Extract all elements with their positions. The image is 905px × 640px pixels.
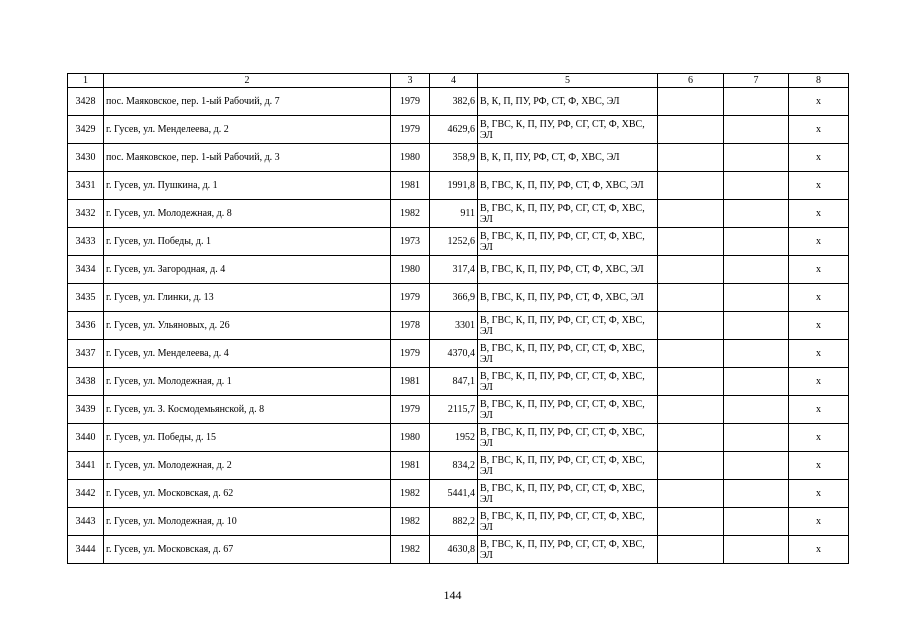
column-6-cell [658, 172, 724, 200]
column-6-cell [658, 228, 724, 256]
table-row [68, 200, 849, 228]
column-7-cell [724, 368, 789, 396]
year-cell: 1982 [391, 508, 430, 536]
column-header: 2 [104, 74, 391, 88]
column-7-cell [724, 480, 789, 508]
table-row [68, 424, 849, 452]
table-row [68, 368, 849, 396]
year-cell: 1982 [391, 200, 430, 228]
year-cell: 1981 [391, 172, 430, 200]
column-7-cell [724, 200, 789, 228]
column-8-cell: x [789, 172, 849, 200]
column-8-cell: x [789, 116, 849, 144]
column-8-cell: x [789, 396, 849, 424]
column-header: 8 [789, 74, 849, 88]
row-number: 3429 [68, 116, 104, 144]
row-number: 3441 [68, 452, 104, 480]
area-cell: 834,2 [430, 452, 478, 480]
column-7-cell [724, 284, 789, 312]
column-6-cell [658, 508, 724, 536]
works-cell: В, ГВС, К, П, ПУ, РФ, СГ, СТ, Ф, ХВС, ЭЛ [478, 340, 658, 368]
column-8-cell: x [789, 228, 849, 256]
year-cell: 1979 [391, 396, 430, 424]
row-number: 3436 [68, 312, 104, 340]
area-cell: 382,6 [430, 88, 478, 116]
row-number: 3437 [68, 340, 104, 368]
column-7-cell [724, 256, 789, 284]
year-cell: 1973 [391, 228, 430, 256]
year-cell: 1982 [391, 536, 430, 564]
works-cell: В, ГВС, К, П, ПУ, РФ, СГ, СТ, Ф, ХВС, ЭЛ [478, 424, 658, 452]
table-row [68, 452, 849, 480]
area-cell: 1252,6 [430, 228, 478, 256]
column-7-cell [724, 172, 789, 200]
column-7-cell [724, 508, 789, 536]
address-cell: г. Гусев, ул. Московская, д. 62 [104, 480, 391, 508]
table-row [68, 284, 849, 312]
table-row [68, 508, 849, 536]
column-8-cell: x [789, 368, 849, 396]
column-6-cell [658, 480, 724, 508]
address-cell: пос. Маяковское, пер. 1-ый Рабочий, д. 7 [104, 88, 391, 116]
column-7-cell [724, 144, 789, 172]
row-number: 3430 [68, 144, 104, 172]
row-number: 3438 [68, 368, 104, 396]
address-cell: г. Гусев, ул. Ульяновых, д. 26 [104, 312, 391, 340]
works-cell: В, ГВС, К, П, ПУ, РФ, СГ, СТ, Ф, ХВС, ЭЛ [478, 480, 658, 508]
area-cell: 3301 [430, 312, 478, 340]
works-cell: В, ГВС, К, П, ПУ, РФ, СГ, СТ, Ф, ХВС, ЭЛ [478, 452, 658, 480]
area-cell: 4630,8 [430, 536, 478, 564]
column-8-cell: x [789, 480, 849, 508]
area-cell: 1952 [430, 424, 478, 452]
column-6-cell [658, 452, 724, 480]
year-cell: 1979 [391, 340, 430, 368]
column-header: 7 [724, 74, 789, 88]
column-8-cell: x [789, 452, 849, 480]
works-cell: В, ГВС, К, П, ПУ, РФ, СГ, СТ, Ф, ХВС, ЭЛ [478, 228, 658, 256]
header-row [68, 74, 849, 88]
column-header: 6 [658, 74, 724, 88]
column-6-cell [658, 536, 724, 564]
address-cell: г. Гусев, ул. Менделеева, д. 2 [104, 116, 391, 144]
address-cell: г. Гусев, ул. Молодежная, д. 1 [104, 368, 391, 396]
column-6-cell [658, 116, 724, 144]
column-header: 1 [68, 74, 104, 88]
year-cell: 1979 [391, 116, 430, 144]
year-cell: 1980 [391, 256, 430, 284]
column-7-cell [724, 396, 789, 424]
address-cell: г. Гусев, ул. Менделеева, д. 4 [104, 340, 391, 368]
column-7-cell [724, 116, 789, 144]
column-header: 3 [391, 74, 430, 88]
address-cell: г. Гусев, ул. Пушкина, д. 1 [104, 172, 391, 200]
table-body [68, 88, 849, 564]
row-number: 3439 [68, 396, 104, 424]
column-8-cell: x [789, 312, 849, 340]
area-cell: 882,2 [430, 508, 478, 536]
row-number: 3444 [68, 536, 104, 564]
column-8-cell: x [789, 144, 849, 172]
year-cell: 1980 [391, 424, 430, 452]
column-6-cell [658, 340, 724, 368]
row-number: 3434 [68, 256, 104, 284]
column-8-cell: x [789, 424, 849, 452]
column-6-cell [658, 424, 724, 452]
column-8-cell: x [789, 340, 849, 368]
year-cell: 1982 [391, 480, 430, 508]
page-number: 144 [443, 588, 462, 602]
table-row [68, 228, 849, 256]
address-cell: г. Гусев, ул. Молодежная, д. 10 [104, 508, 391, 536]
address-cell: пос. Маяковское, пер. 1-ый Рабочий, д. 3 [104, 144, 391, 172]
column-7-cell [724, 228, 789, 256]
works-cell: В, ГВС, К, П, ПУ, РФ, СТ, Ф, ХВС, ЭЛ [478, 284, 658, 312]
year-cell: 1979 [391, 88, 430, 116]
works-cell: В, К, П, ПУ, РФ, СТ, Ф, ХВС, ЭЛ [478, 88, 658, 116]
column-8-cell: x [789, 284, 849, 312]
row-number: 3442 [68, 480, 104, 508]
works-cell: В, ГВС, К, П, ПУ, РФ, СГ, СТ, Ф, ХВС, ЭЛ [478, 536, 658, 564]
row-number: 3443 [68, 508, 104, 536]
column-8-cell: x [789, 256, 849, 284]
works-cell: В, К, П, ПУ, РФ, СТ, Ф, ХВС, ЭЛ [478, 144, 658, 172]
table-row [68, 256, 849, 284]
address-cell: г. Гусев, ул. Молодежная, д. 2 [104, 452, 391, 480]
address-cell: г. Гусев, ул. Молодежная, д. 8 [104, 200, 391, 228]
column-8-cell: x [789, 200, 849, 228]
column-header: 4 [430, 74, 478, 88]
column-7-cell [724, 424, 789, 452]
table-row [68, 396, 849, 424]
column-header: 5 [478, 74, 658, 88]
column-7-cell [724, 452, 789, 480]
table-row [68, 88, 849, 116]
address-cell: г. Гусев, ул. З. Космодемьянской, д. 8 [104, 396, 391, 424]
column-8-cell: x [789, 88, 849, 116]
year-cell: 1981 [391, 452, 430, 480]
area-cell: 2115,7 [430, 396, 478, 424]
column-6-cell [658, 368, 724, 396]
row-number: 3440 [68, 424, 104, 452]
year-cell: 1978 [391, 312, 430, 340]
column-6-cell [658, 200, 724, 228]
column-6-cell [658, 284, 724, 312]
address-cell: г. Гусев, ул. Московская, д. 67 [104, 536, 391, 564]
column-7-cell [724, 536, 789, 564]
column-8-cell: x [789, 508, 849, 536]
works-cell: В, ГВС, К, П, ПУ, РФ, СГ, СТ, Ф, ХВС, ЭЛ [478, 116, 658, 144]
works-cell: В, ГВС, К, П, ПУ, РФ, СТ, Ф, ХВС, ЭЛ [478, 172, 658, 200]
address-cell: г. Гусев, ул. Загородная, д. 4 [104, 256, 391, 284]
year-cell: 1981 [391, 368, 430, 396]
column-7-cell [724, 312, 789, 340]
table-row [68, 116, 849, 144]
area-cell: 5441,4 [430, 480, 478, 508]
row-number: 3435 [68, 284, 104, 312]
row-number: 3431 [68, 172, 104, 200]
table-row [68, 172, 849, 200]
column-6-cell [658, 396, 724, 424]
column-6-cell [658, 256, 724, 284]
row-number: 3433 [68, 228, 104, 256]
works-cell: В, ГВС, К, П, ПУ, РФ, СГ, СТ, Ф, ХВС, ЭЛ [478, 368, 658, 396]
table-row [68, 536, 849, 564]
row-number: 3432 [68, 200, 104, 228]
area-cell: 366,9 [430, 284, 478, 312]
table-row [68, 480, 849, 508]
area-cell: 317,4 [430, 256, 478, 284]
column-6-cell [658, 312, 724, 340]
area-cell: 4370,4 [430, 340, 478, 368]
works-cell: В, ГВС, К, П, ПУ, РФ, СГ, СТ, Ф, ХВС, ЭЛ [478, 396, 658, 424]
works-cell: В, ГВС, К, П, ПУ, РФ, СГ, СТ, Ф, ХВС, ЭЛ [478, 508, 658, 536]
address-cell: г. Гусев, ул. Победы, д. 1 [104, 228, 391, 256]
area-cell: 847,1 [430, 368, 478, 396]
row-number: 3428 [68, 88, 104, 116]
works-cell: В, ГВС, К, П, ПУ, РФ, СТ, Ф, ХВС, ЭЛ [478, 256, 658, 284]
area-cell: 1991,8 [430, 172, 478, 200]
table-row [68, 312, 849, 340]
address-cell: г. Гусев, ул. Глинки, д. 13 [104, 284, 391, 312]
column-7-cell [724, 340, 789, 368]
registry-table [67, 73, 849, 564]
column-7-cell [724, 88, 789, 116]
works-cell: В, ГВС, К, П, ПУ, РФ, СГ, СТ, Ф, ХВС, ЭЛ [478, 312, 658, 340]
column-8-cell: x [789, 536, 849, 564]
address-cell: г. Гусев, ул. Победы, д. 15 [104, 424, 391, 452]
works-cell: В, ГВС, К, П, ПУ, РФ, СГ, СТ, Ф, ХВС, ЭЛ [478, 200, 658, 228]
column-6-cell [658, 144, 724, 172]
year-cell: 1980 [391, 144, 430, 172]
table-row [68, 144, 849, 172]
area-cell: 4629,6 [430, 116, 478, 144]
area-cell: 911 [430, 200, 478, 228]
table-row [68, 340, 849, 368]
area-cell: 358,9 [430, 144, 478, 172]
column-6-cell [658, 88, 724, 116]
year-cell: 1979 [391, 284, 430, 312]
